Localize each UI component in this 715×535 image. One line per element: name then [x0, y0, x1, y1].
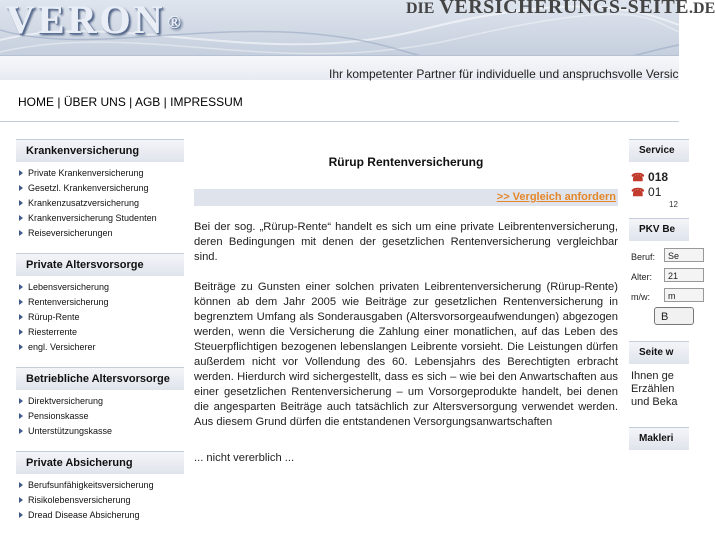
seite-text: Ihnen ge [631, 370, 674, 382]
logo[interactable]: VERON ® [6, 0, 184, 42]
sidebar-link[interactable]: Unterstützungskasse [16, 424, 184, 439]
form-row [629, 267, 689, 287]
form-row [629, 287, 689, 307]
sidebar-link[interactable]: Rentenversicherung [16, 295, 184, 310]
sidebar-section-title: Private Altersvorsorge [16, 253, 184, 276]
nav-separator: | [163, 95, 167, 109]
sidebar-link[interactable]: Direktversicherung [16, 394, 184, 409]
nav-about-link[interactable]: ÜBER UNS [63, 95, 126, 109]
pkv-box-title: PKV Be [629, 218, 689, 241]
page-title: Rürup Rentenversicherung [328, 155, 484, 169]
nav-separator: | [57, 95, 61, 109]
seite-text: und Beka [631, 396, 678, 408]
tagline: Ihr kompetenter Partner für individuelle und anspruchsvolle Versic [329, 67, 679, 81]
sidebar-link[interactable]: Rürup-Rente [16, 310, 184, 325]
sidebar-section-title: Krankenversicherung [16, 139, 184, 162]
cta-bar [194, 189, 618, 206]
phone-icon: ☎ [631, 187, 645, 199]
top-navigation [0, 84, 679, 120]
field-label: Alter: [631, 272, 653, 282]
sidebar-link[interactable]: Pensionskasse [16, 409, 184, 424]
gender-select[interactable]: m [664, 288, 704, 302]
tagline-bar [0, 55, 679, 80]
sidebar-link[interactable]: Riesterrente [16, 325, 184, 340]
sidebar-link[interactable]: Berufsunfähigkeitsversicherung [16, 478, 184, 493]
seite-box-title: Seite w [629, 341, 689, 364]
paragraph: Beiträge zu Gunsten einer solchen privaten Leibrentenversicherung (Rürup-Rente) können ab dem Jahr 2005 wie Beiträge zur gesetzlichen Rentenversicherung in begrenztem Umfang als Sonderausgaben (Altersvorsorgeaufwendungen) abgezogen werden, wenn die Versicherung die Zahlung einer monatlichen, auf das Leben des Steuerpflichtigen bezogenen lebenslangen Leibrente vorsieht. Die Leistungen dürfen außerdem nicht vor Vollendung des 60. Lebensjahrs des Berechtigten erbracht werden. Hierdurch wird sichergestellt, dass es sich – wie bei den Anwartschaften aus einer gesetzlichen Rentenversicherung – um Vorsorgeprodukte handelt, bei denen die angesparten Beiträge auch tatsächlich zur Altersversorgung verwendet werden. Aus diesem Grund dürfen die entstandenen Versorgungsanwartschaften [194, 281, 618, 428]
submit-button[interactable]: B [654, 307, 694, 325]
site-title-prefix: DIE [406, 0, 435, 17]
right-sidebar [629, 139, 689, 450]
hours-text: 12 [669, 200, 678, 209]
site-header [0, 0, 715, 81]
sidebar-section-krankenversicherung [16, 139, 184, 241]
sidebar-section-title: Private Absicherung [16, 451, 184, 474]
sidebar-link[interactable]: Krankenversicherung Studenten [16, 211, 184, 226]
field-label: Beruf: [631, 252, 656, 262]
nav-agb-link[interactable]: AGB [134, 95, 161, 109]
site-title-main: VERSICHERUNGS-SEITE [439, 0, 690, 18]
seite-text: Erzählen [631, 383, 675, 395]
service-box-title: Service [629, 139, 689, 162]
paragraph: Bei der sog. „Rürup-Rente“ handelt es sich um eine private Leibrentenversicherung, deren Bedingungen mit denen der gesetzlichen Rentenversicherung vergleichbar sind. [194, 221, 618, 263]
field-label: m/w: [631, 292, 650, 302]
sidebar-section-absicherung [16, 451, 184, 523]
phone-icon: ☎ [631, 172, 645, 184]
sidebar-link[interactable]: engl. Versicherer [16, 340, 184, 355]
sidebar-link[interactable]: Reiseversicherungen [16, 226, 184, 241]
sidebar-link[interactable]: Risikolebensversicherung [16, 493, 184, 508]
sidebar-section-title: Betriebliche Altersvorsorge [16, 367, 184, 390]
sidebar-link[interactable]: Private Krankenversicherung [16, 166, 184, 181]
site-title [406, 0, 715, 19]
beruf-select[interactable]: Se [664, 248, 704, 262]
phone-number[interactable]: ☎ 01 [631, 185, 662, 199]
main-content [194, 139, 618, 466]
site-title-suffix: .DE [689, 0, 715, 17]
left-sidebar [16, 139, 184, 535]
sidebar-link[interactable]: Dread Disease Absicherung [16, 508, 184, 523]
sidebar-link[interactable]: Gesetzl. Krankenversicherung [16, 181, 184, 196]
divider [0, 121, 679, 122]
nav-home-link[interactable]: HOME [18, 95, 54, 109]
compare-request-link[interactable]: >> Vergleich anfordern [496, 191, 616, 203]
form-row [629, 247, 689, 267]
alter-select[interactable]: 21 [664, 268, 704, 282]
sidebar-link[interactable]: Krankenzusatzversicherung [16, 196, 184, 211]
sidebar-section-betriebliche [16, 367, 184, 439]
phone-number[interactable]: ☎ 018 [631, 170, 669, 184]
sidebar-section-altersvorsorge [16, 253, 184, 355]
paragraph: ... nicht vererblich ... [194, 452, 295, 464]
makler-box-title: Makleri [629, 427, 689, 450]
sidebar-link[interactable]: Lebensversicherung [16, 280, 184, 295]
nav-separator: | [129, 95, 133, 109]
nav-impressum-link[interactable]: IMPRESSUM [170, 95, 243, 109]
